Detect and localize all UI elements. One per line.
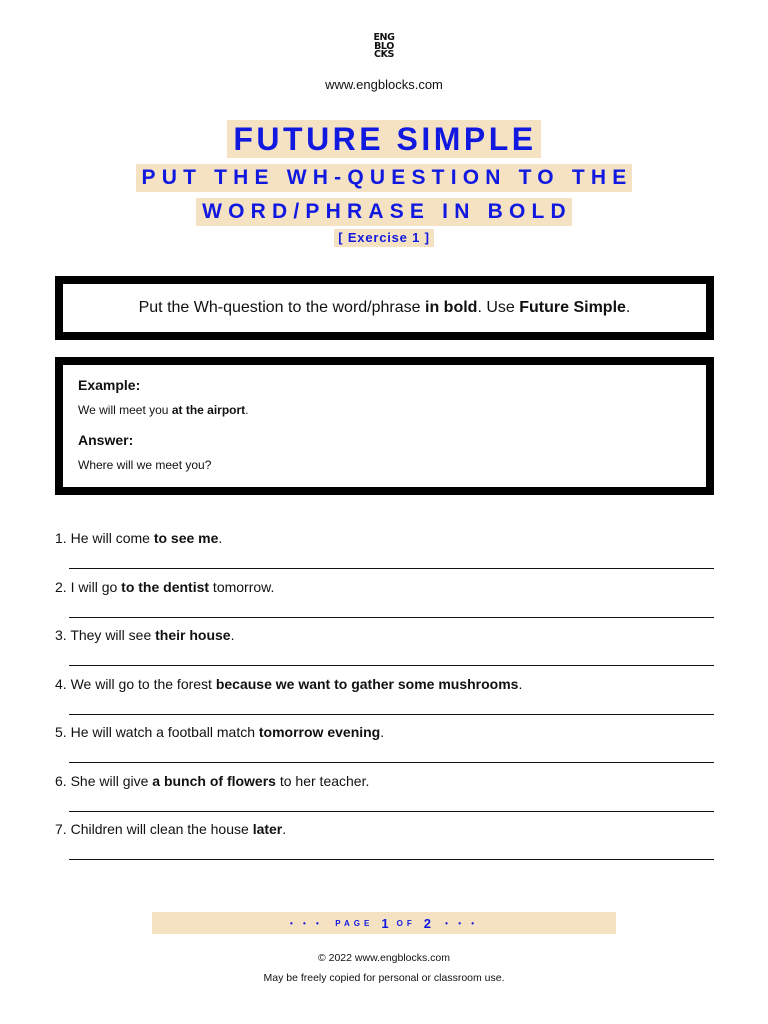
answer-line[interactable]: [69, 859, 714, 860]
instruction-box: [55, 276, 714, 340]
example-heading: Example:: [78, 377, 141, 393]
example-sentence: We will meet you at the airport.: [78, 403, 249, 417]
question-item: 5. He will watch a football match tomorrow evening.: [55, 724, 385, 740]
answer-line[interactable]: [69, 617, 714, 618]
answer-line[interactable]: [69, 665, 714, 666]
question-item: 6. She will give a bunch of flowers to her teacher.: [55, 772, 370, 789]
worksheet-subtitle-line2: WORD/PHRASE IN BOLD: [0, 198, 768, 226]
worksheet-subtitle-line1: PUT THE WH-QUESTION TO THE: [0, 164, 768, 192]
site-url: www.engblocks.com: [325, 77, 443, 92]
engblocks-logo: ENG BLO CKS: [373, 32, 395, 61]
answer-line[interactable]: [69, 568, 714, 569]
answer-heading: Answer:: [78, 432, 134, 448]
worksheet-title: FUTURE SIMPLE: [0, 120, 768, 158]
license-text: May be freely copied for personal or classroom use.: [263, 972, 505, 984]
question-item: 3. They will see their house.: [55, 627, 235, 643]
question-item: 7. Children will clean the house later.: [55, 821, 287, 837]
answer-line[interactable]: [69, 762, 714, 763]
answer-line[interactable]: [69, 811, 714, 812]
question-item: 2. I will go to the dentist tomorrow.: [55, 578, 275, 595]
exercise-label: [ Exercise 1 ]: [0, 229, 768, 247]
instruction-text: Put the Wh-question to the word/phrase in bold. Use Future Simple.: [138, 299, 631, 316]
page-indicator: • • • PAGE 1 OF 2 • • •: [152, 912, 616, 934]
example-box: [55, 357, 714, 495]
answer-text: Where will we meet you?: [78, 458, 212, 472]
copyright-text: © 2022 www.engblocks.com: [317, 952, 451, 964]
question-item: 4. We will go to the forest because we want to gather some mushrooms.: [55, 675, 523, 692]
answer-line[interactable]: [69, 714, 714, 715]
question-item: 1. He will come to see me.: [55, 530, 223, 546]
